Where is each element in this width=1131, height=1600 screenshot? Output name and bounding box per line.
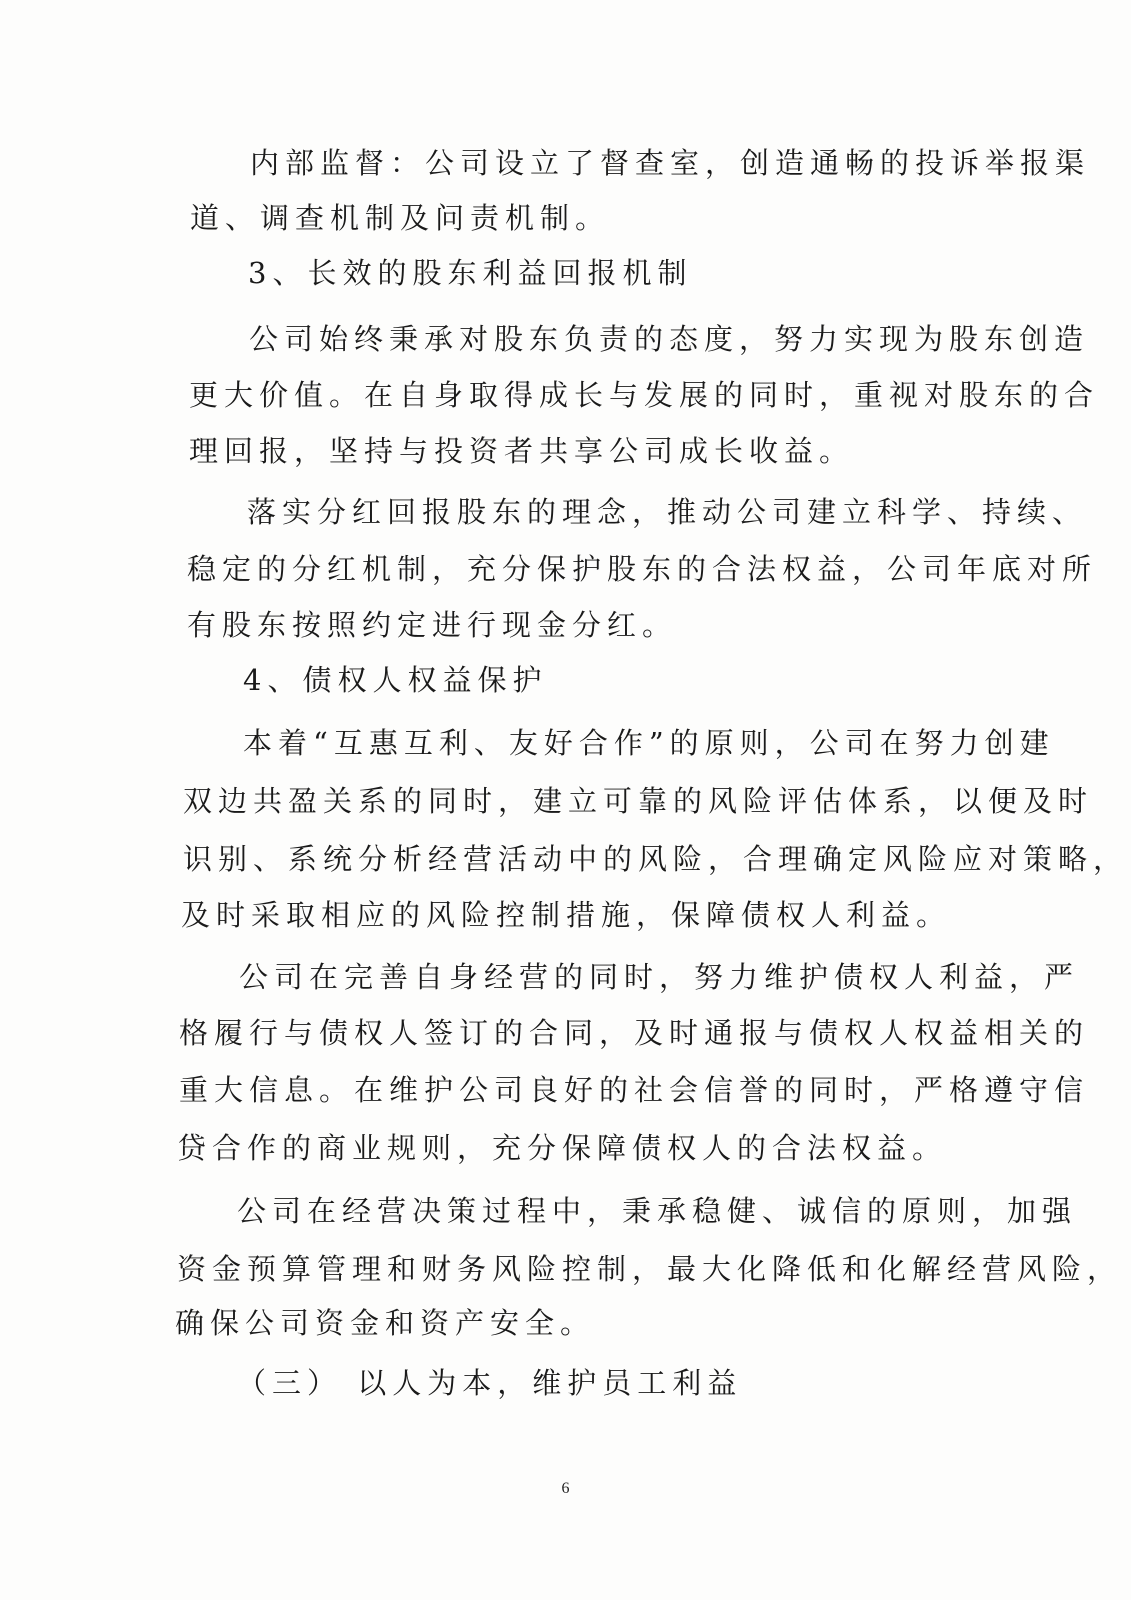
text-line: 道、调查机制及问责机制。 — [190, 201, 611, 235]
text-line: 本着“互惠互利、友好合作”的原则，公司在努力创建 — [243, 726, 1055, 760]
text-line: 识别、系统分析经营活动中的风险，合理确定风险应对策略， — [183, 842, 1129, 876]
text-line: 公司在完善自身经营的同时，努力维护债权人利益，严 — [239, 960, 1080, 994]
text-line: 双边共盈关系的同时，建立可靠的风险评估体系，以便及时 — [183, 784, 1094, 818]
section-heading: 3、长效的股东利益回报机制 — [248, 256, 693, 290]
text-line: 确保公司资金和资产安全。 — [175, 1306, 596, 1340]
text-line: 公司在经营决策过程中，秉承稳健、诚信的原则，加强 — [237, 1194, 1078, 1228]
text-line: 格履行与债权人签订的合同，及时通报与债权人权益相关的 — [179, 1016, 1090, 1050]
text-line: 更大价值。在自身取得成长与发展的同时，重视对股东的合 — [189, 378, 1100, 412]
text-line: 资金预算管理和财务风险控制，最大化降低和化解经营风险， — [177, 1252, 1123, 1286]
text-line: 理回报，坚持与投资者共享公司成长收益。 — [189, 434, 855, 468]
text-line: 稳定的分红机制，充分保护股东的合法权益，公司年底对所 — [187, 552, 1098, 586]
text-line: 公司始终秉承对股东负责的态度，努力实现为股东创造 — [249, 322, 1090, 356]
page-number: 6 — [561, 1480, 570, 1497]
text-line: 及时采取相应的风险控制措施，保障债权人利益。 — [181, 898, 952, 932]
section-heading: 4、债权人权益保护 — [243, 663, 548, 697]
section-heading: （三） 以人为本，维护员工利益 — [237, 1366, 743, 1400]
text-line: 有股东按照约定进行现金分红。 — [187, 608, 678, 642]
text-line: 落实分红回报股东的理念，推动公司建立科学、持续、 — [247, 495, 1088, 529]
text-line: 重大信息。在维护公司良好的社会信誉的同时，严格遵守信 — [179, 1073, 1090, 1107]
text-line: 贷合作的商业规则，充分保障债权人的合法权益。 — [177, 1131, 948, 1165]
text-line: 内部监督：公司设立了督查室，创造通畅的投诉举报渠 — [250, 146, 1091, 180]
